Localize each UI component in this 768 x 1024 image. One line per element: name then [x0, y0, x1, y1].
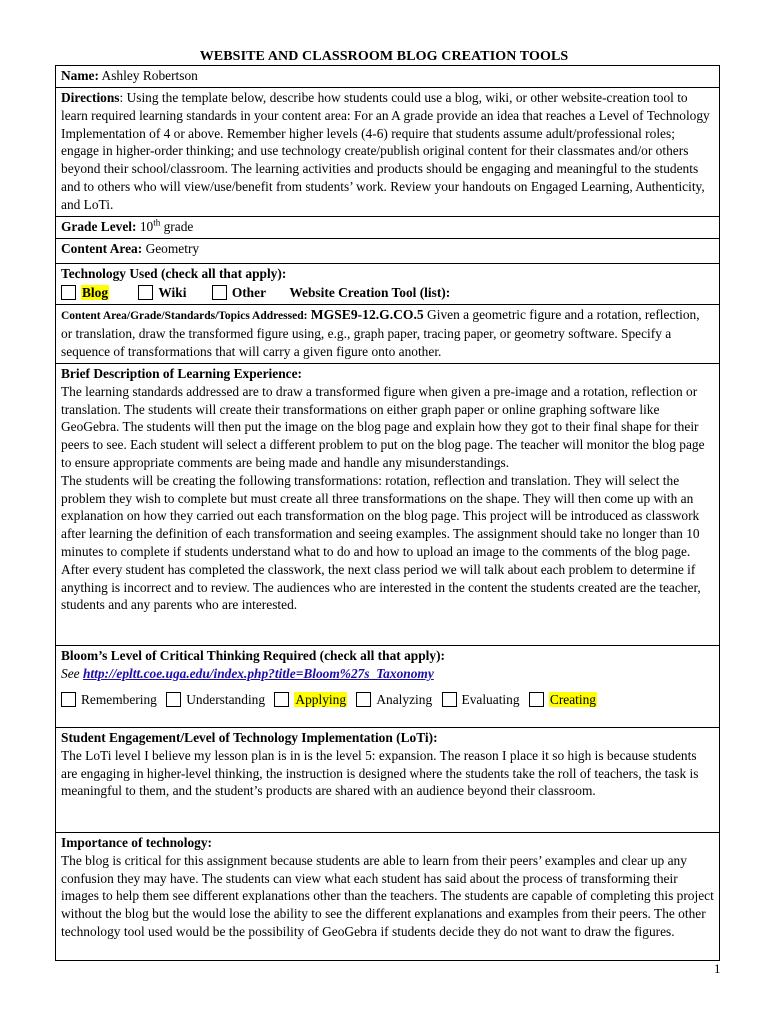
content-area-row: [56, 239, 720, 264]
checkbox[interactable]: [61, 285, 76, 300]
engagement-label: Student Engagement/Level of Technology Implementation (LoTi):: [61, 729, 438, 745]
checkbox[interactable]: [274, 692, 289, 707]
standards-label: Content Area/Grade/Standards/Topics Addressed:: [61, 309, 308, 322]
importance-label: Importance of technology:: [61, 834, 212, 850]
directions-label: Directions: [61, 90, 120, 105]
page-number: 1: [714, 961, 721, 976]
template-form: [55, 65, 720, 961]
website-tool-label: Website Creation Tool (list):: [289, 284, 451, 300]
checkbox[interactable]: [442, 692, 457, 707]
name-label: Name:: [61, 68, 99, 83]
bloom-row: [56, 645, 720, 727]
importance-text: The blog is critical for this assignment because students are able to learn from their peers’ examples and clear up any confusion they may have. The students can view what each student has said about the process of transforming their images to help them see different explanations other than the teachers. The students are capable of completing this project without the blog but the would lose the ability to see the different explanations and examples from their peers. The other technology tool used would be the possibility of GeoGebra if students decide they do not want to draw the figures.: [61, 852, 714, 939]
bloom-taxonomy-link[interactable]: http://epltt.coe.uga.edu/index.php?title=Bloom%27s_Taxonomy: [82, 665, 434, 681]
bloom-options: [61, 691, 714, 709]
description-para-2: The students will be creating the following transformations: rotation, reflection and translation. They will select the problem they wish to complete but must create all three transformations on the shape. They will then come up with an explanation on how they carried out each transformation on the blog page. This project will be introduced as classwork after learning the definition of each transformation and seeing examples. The assignment should take no longer than 10 minutes to complete if students understand what to do and how to upload an image to the comments of the blog page. After every student has completed the classwork, the next class period we will talk about each problem to determine if anything is incorrect and to review. The audiences who are interested in the content the students created are the teacher, students and any parents who are interested.: [61, 472, 701, 613]
grade-value[interactable]: 10th grade: [139, 217, 194, 234]
grade-label: Grade Level:: [61, 219, 137, 234]
tech-option-wiki[interactable]: Wiki: [138, 284, 186, 302]
checkbox[interactable]: [529, 692, 544, 707]
importance-row: [56, 832, 720, 960]
bloom-option-understanding[interactable]: Understanding: [166, 691, 265, 709]
bloom-option-remembering[interactable]: Remembering: [61, 691, 157, 709]
directions-row: [56, 88, 720, 217]
engagement-row: [56, 727, 720, 832]
technology-label: Technology Used (check all that apply):: [61, 266, 287, 281]
checkbox[interactable]: [61, 692, 76, 707]
bloom-option-evaluating[interactable]: Evaluating: [442, 691, 520, 709]
bloom-see-line: See http://epltt.coe.uga.edu/index.php?title=Bloom%27s_Taxonomy: [61, 665, 434, 681]
standards-row: [56, 304, 720, 363]
technology-row: [56, 264, 720, 305]
tech-option-other[interactable]: Other: [212, 284, 266, 302]
bloom-label: Bloom’s Level of Critical Thinking Required (check all that apply):: [61, 647, 445, 663]
description-label: Brief Description of Learning Experience:: [61, 365, 302, 381]
checkbox[interactable]: [166, 692, 181, 707]
bloom-option-creating[interactable]: Creating: [529, 691, 597, 709]
engagement-text: The LoTi level I believe my lesson plan is in is the level 5: expansion. The reason I place it so high is because students are engaging in higher-level thinking, the instruction is designed where the students take the roll of teachers, the task is meaningful to them, and the student’s products are shared with an audience beyond their classroom.: [61, 747, 699, 799]
bloom-option-applying[interactable]: Applying: [274, 691, 347, 709]
checkbox[interactable]: [212, 285, 227, 300]
technology-options: [61, 284, 714, 302]
directions-text: : Using the template below, describe how students could use a blog, wiki, or other website-creation tool to learn required learning standards in your content area: For an A grade provide an idea that reaches a Level of Technology Implementation of 4 or above. Remember higher levels (4-6) require that students assume adult/professional roles; engage in higher-order thinking; and use technology create/publish original content for their classmates and/or others beyond their school/classroom. The learning activities and products should be engaging and meaningful to the students and to others who will view/use/benefit from students’ work. Review your handouts on Engaged Learning, Authenticity, and LoTi.: [61, 90, 710, 212]
standards-code: MGSE9-12.G.CO.5: [310, 306, 424, 322]
description-row: [56, 363, 720, 645]
description-para-1: The learning standards addressed are to draw a transformed figure when given a pre-image and a rotation, reflection or translation. The students will create their transformations on either graph paper or online graphing software like GeoGebra. The students will then put the image on the blog page and explain how they got to their final shape for their peers to see. Each student will select a different problem to put on the blog page. The teacher will monitor the blog page to ensure appropriate comments are being made and handle any misunderstandings.: [61, 383, 705, 470]
checkbox[interactable]: [138, 285, 153, 300]
grade-row: [56, 217, 720, 239]
name-value[interactable]: Ashley Robertson: [101, 68, 198, 83]
document-title: WEBSITE AND CLASSROOM BLOG CREATION TOOLS: [199, 49, 569, 64]
checkbox[interactable]: [356, 692, 371, 707]
content-area-label: Content Area:: [61, 241, 143, 256]
content-area-value[interactable]: Geometry: [145, 241, 200, 256]
standards-text: Given a geometric figure and a rotation, reflection, or translation, draw the transformed figure using, e.g., graph paper, tracing paper, or geometry software. Specify a sequence of transformations that will carry a given figure onto another.: [61, 306, 700, 360]
bloom-option-analyzing[interactable]: Analyzing: [356, 691, 432, 709]
tech-option-blog[interactable]: Blog: [61, 284, 109, 302]
name-row: [56, 66, 720, 88]
